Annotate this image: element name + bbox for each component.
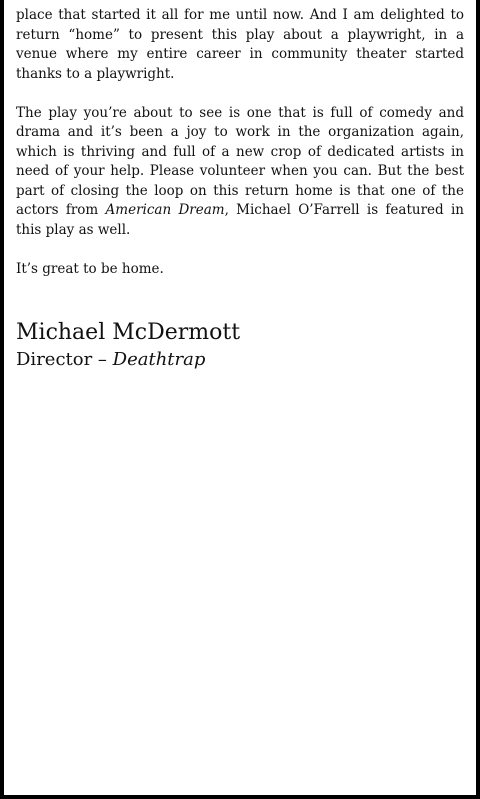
paragraph-1: place that started it all for me until now. And I am delighted to return “home” to present this play about a playwright, in a venue where my entire career in community theater started thanks to a playwright. xyxy=(16,7,464,82)
paragraph-2 xyxy=(16,104,464,241)
signature-role-prefix: Director – xyxy=(16,349,113,370)
paragraph-3: It’s great to be home. xyxy=(16,260,164,277)
letter-body xyxy=(16,6,464,373)
signature-block xyxy=(16,319,464,373)
paragraph-2-text-after: , Michael O’Farrell is featured in this play as well. xyxy=(16,202,464,238)
signature-role xyxy=(16,347,464,373)
signature-role-title: Deathtrap xyxy=(112,349,206,370)
play-title-american-dream: American Dream xyxy=(105,202,225,218)
paragraph-2-text-before: The play you’re about to see is one that is full of comedy and drama and it’s been a joy to work in the organization again, which is thriving and full of a new crop of dedicated artists in need of your help. Please volunteer when you can. But the best part of closing the loop on this return home is that one of the actors from xyxy=(16,104,464,218)
signature-name: Michael McDermott xyxy=(16,320,241,345)
